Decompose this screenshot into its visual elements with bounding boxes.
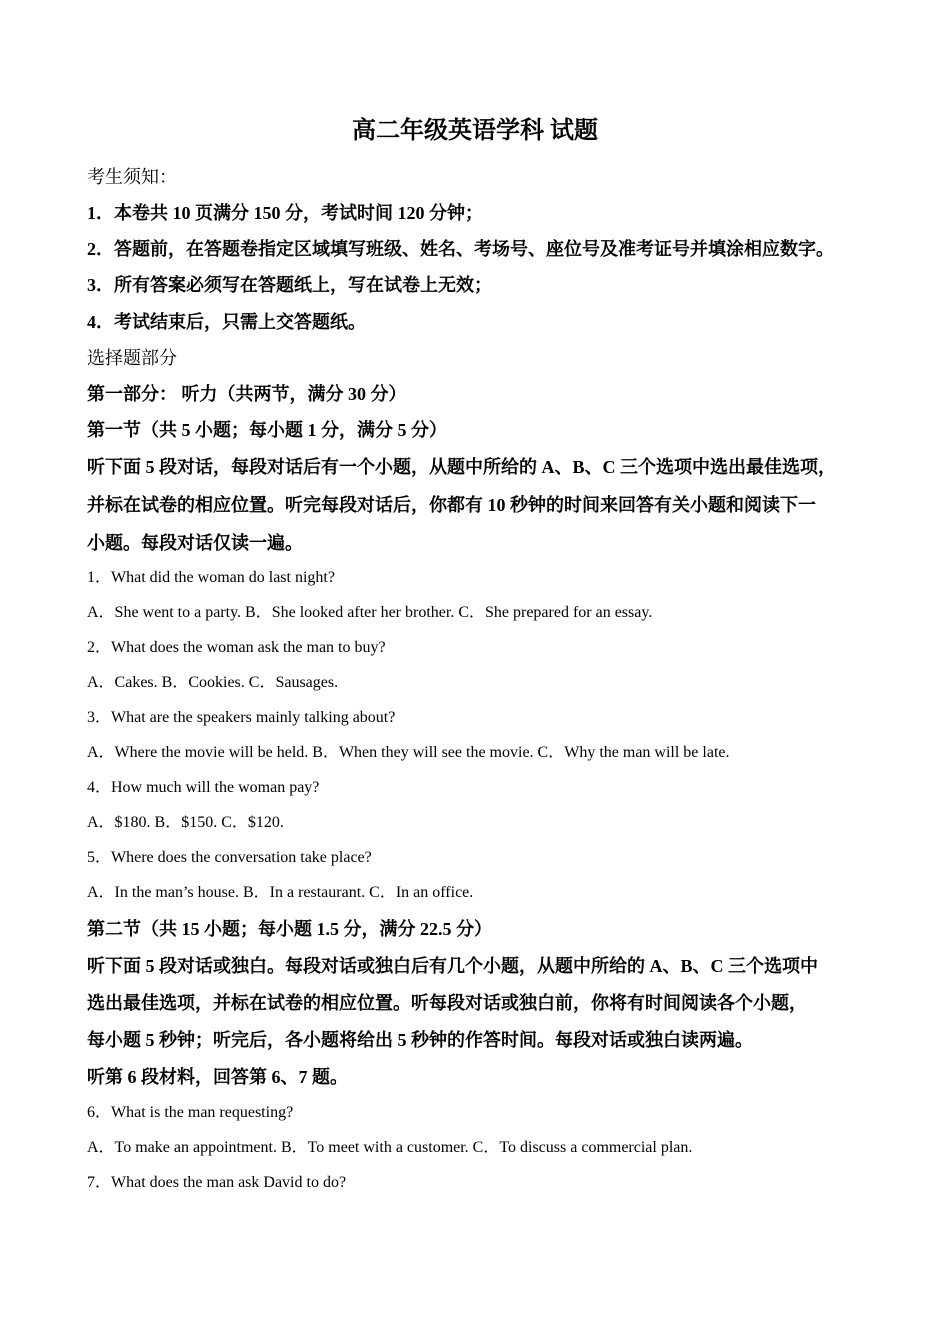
question-1-options: A．She went to a party. B．She looked after her brother. C．She prepared for an essay. <box>87 604 653 621</box>
section2-instructions: 选出最佳选项，并标在试卷的相应位置。听每段对话或独白前，你将有时间阅读各个小题， <box>87 993 807 1013</box>
question-1: 1．What did the woman do last night? <box>87 569 335 586</box>
question-4-options: A．$180. B．$150. C．$120. <box>87 814 284 831</box>
notice-heading: 考生须知： <box>87 167 177 187</box>
section2-heading: 第二节（共 15 小题；每小题 1.5 分，满分 22.5 分） <box>87 919 492 939</box>
question-2-options: A．Cakes. B．Cookies. C．Sausages. <box>87 674 339 691</box>
notice-item: 1．本卷共 10 页满分 150 分，考试时间 120 分钟； <box>87 203 483 223</box>
question-5: 5．Where does the conversation take place? <box>87 849 372 866</box>
question-4: 4．How much will the woman pay? <box>87 779 320 796</box>
section1-instructions: 并标在试卷的相应位置。听完每段对话后，你都有 10 秒钟的时间来回答有关小题和阅读下一 <box>87 495 816 515</box>
question-6-options: A．To make an appointment. B．To meet with a customer. C．To discuss a commercial plan. <box>87 1139 693 1156</box>
question-6: 6．What is the man requesting? <box>87 1104 294 1121</box>
section1-instructions: 听下面 5 段对话，每段对话后有一个小题，从题中所给的 A、B、C 三个选项中选出最佳选项， <box>87 457 836 477</box>
section2-instructions: 听下面 5 段对话或独白。每段对话或独白后有几个小题，从题中所给的 A、B、C 三个选项中 <box>87 956 818 976</box>
page-title: 高二年级英语学科 试题 <box>352 118 598 144</box>
question-3-options: A．Where the movie will be held. B．When they will see the movie. C．Why the man will be late. <box>87 744 730 761</box>
notice-item: 4．考试结束后，只需上交答题纸。 <box>87 312 366 332</box>
section1-heading: 第一节（共 5 小题；每小题 1 分，满分 5 分） <box>87 420 447 440</box>
section1-instructions: 小题。每段对话仅读一遍。 <box>87 533 303 553</box>
section2-instructions: 每小题 5 秒钟；听完后，各小题将给出 5 秒钟的作答时间。每段对话或独白读两遍。 <box>87 1030 753 1050</box>
question-5-options: A．In the man’s house. B．In a restaurant. C．In an office. <box>87 884 474 901</box>
material-heading: 听第 6 段材料，回答第 6、7 题。 <box>87 1067 348 1087</box>
part1-heading: 第一部分： 听力（共两节，满分 30 分） <box>87 384 407 404</box>
notice-item: 3．所有答案必须写在答题纸上，写在试卷上无效； <box>87 275 492 295</box>
section-label: 选择题部分 <box>87 348 177 368</box>
notice-item: 2．答题前，在答题卷指定区域填写班级、姓名、考场号、座位号及准考证号并填涂相应数字。 <box>87 239 834 259</box>
question-7: 7．What does the man ask David to do? <box>87 1174 347 1191</box>
question-3: 3．What are the speakers mainly talking about? <box>87 709 396 726</box>
question-2: 2．What does the woman ask the man to buy? <box>87 639 386 656</box>
